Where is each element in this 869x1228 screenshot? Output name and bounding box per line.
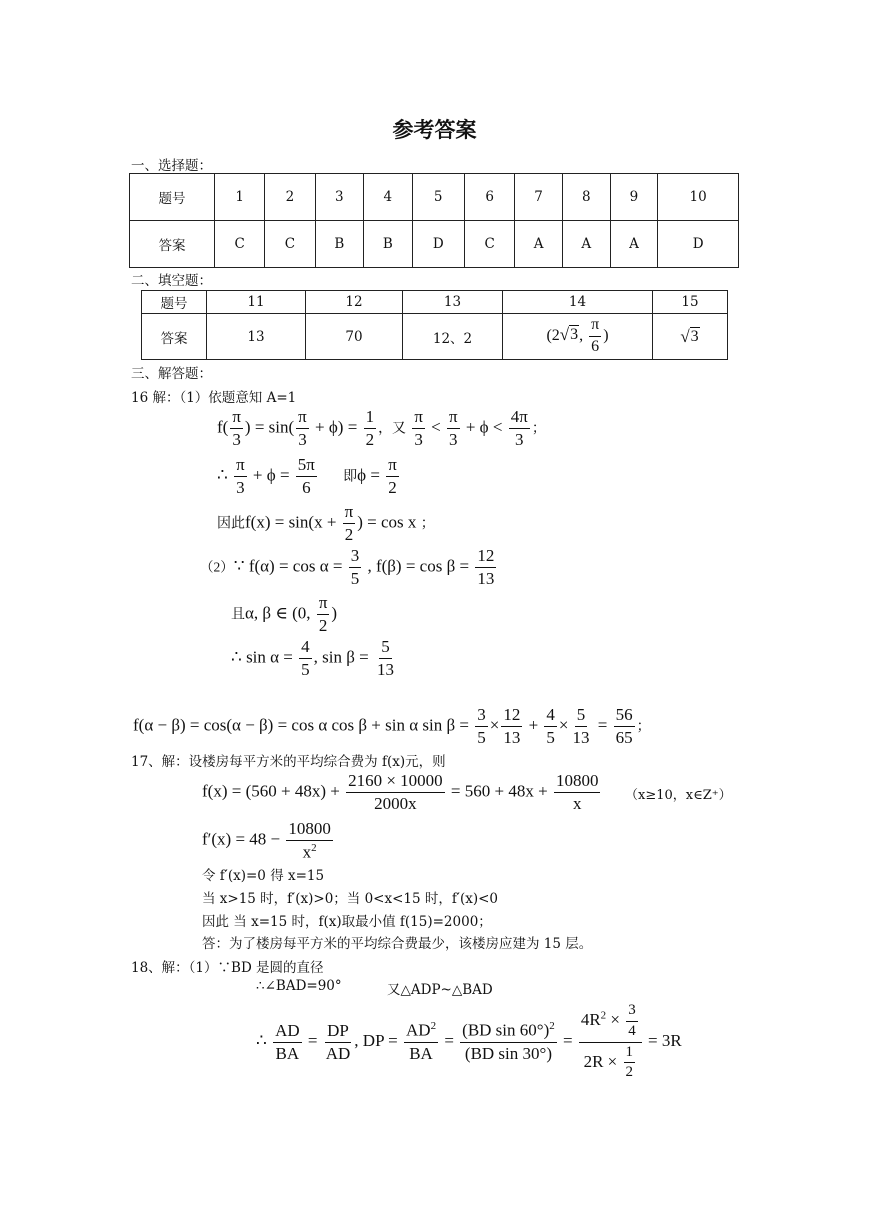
p17-line-4: 当 x>15 时，f′(x)>0；当 0<x<15 时，f′(x)<0	[202, 891, 498, 907]
choice-row-label-question: 题号	[130, 174, 215, 221]
p17-intro: 17、解：设楼房每平方米的平均综合费为 f(x)元，则	[131, 754, 446, 770]
page-title: 参考答案	[392, 118, 477, 142]
choice-number-cell: 3	[315, 174, 363, 221]
choice-answer-cell: A	[515, 221, 563, 268]
p17-domain: （x≥10，x∈Z⁺）	[625, 788, 732, 803]
choice-number-cell: 4	[364, 174, 412, 221]
fill-answer-cell-15: √ 3	[653, 314, 728, 360]
choice-answer-cell: B	[364, 221, 412, 268]
fill-number-cell: 13	[403, 291, 503, 314]
choice-answer-cell: C	[464, 221, 514, 268]
choice-number-cell: 1	[215, 174, 265, 221]
choice-answer-cell: A	[610, 221, 658, 268]
fill-answer-cell-14: (2 √ 3 , $\frac{\pi}{6}$ )	[503, 314, 653, 360]
choice-number-cell: 10	[658, 174, 739, 221]
choice-answer-cell: C	[215, 221, 265, 268]
fill-number-cell: 15	[653, 291, 728, 314]
section-choice-heading: 一、选择题：	[131, 158, 212, 174]
choice-number-cell: 5	[412, 174, 464, 221]
fill-answer-cell: 13	[207, 314, 306, 360]
p17-line-5: 因此 当 x=15 时，f(x)取最小值 f(15)=2000；	[202, 914, 492, 930]
choice-number-cell: 7	[515, 174, 563, 221]
choice-answer-cell: A	[562, 221, 610, 268]
choice-number-cell: 2	[265, 174, 315, 221]
choice-number-cell: 8	[562, 174, 610, 221]
choice-answer-cell: D	[658, 221, 739, 268]
p17-line-3: 令 f′(x)=0 得 x=15	[202, 868, 325, 884]
fill-row-label-question: 题号	[142, 291, 207, 314]
p17-formula-2: f′(x) = 48 − $\frac{10800}{x^2}$	[202, 819, 331, 862]
fill-number-cell: 14	[503, 291, 653, 314]
fill-answer-cell: 12、2	[403, 314, 503, 360]
choice-answer-cell: C	[265, 221, 315, 268]
section-fill-heading: 二、填空题：	[131, 273, 212, 289]
p16-text-you: ，又	[378, 421, 407, 437]
choice-number-cell: 9	[610, 174, 658, 221]
p16-formula-3: 因此f(x) = sin(x + $\frac{\pi}{2}$ ) = cos x ；	[217, 502, 435, 544]
choice-answer-table	[129, 173, 739, 268]
p16-formula-2: ∴ $\frac{\pi}{3}$ + ϕ = $\frac{5\pi}{6}$ 即ϕ = $\frac{\pi}{2}$	[217, 455, 397, 497]
choice-number-cell: 6	[464, 174, 514, 221]
choice-row-label-answer: 答案	[130, 221, 215, 268]
fill-number-cell: 11	[207, 291, 306, 314]
p16-formula-1: f( $\frac{\pi}{3}$ ) = sin( $\frac{\pi}{3}$ + ϕ) = $\frac{1}{2}$ ，又 $\frac{\pi}{3}$ < $\frac{\pi}{3}$ + ϕ < $\frac{4\pi}{3}$ ；	[217, 407, 546, 449]
fill-answer-cell: 70	[306, 314, 403, 360]
choice-answer-cell: D	[412, 221, 464, 268]
fill-answer-table	[141, 290, 728, 360]
fill-row-label-answer: 答案	[142, 314, 207, 360]
p16-formula-6: ∴ sin α = $\frac{4}{5}$ , sin β = $\frac{5}{13}$	[231, 637, 394, 679]
p17-formula-1: f(x) = (560 + 48x) + $\frac{2160 \times 10000}{2000x}$ = 560 + 48x + $\frac{10800}{x}$	[202, 771, 599, 813]
p16-formula-7: f(α − β) = cos(α − β) = cos α cos β + sin α sin β = $\frac{3}{5}$ × $\frac{12}{13}$ + $\frac{4}{5}$ × $\frac{5}{13}$ = $\frac{56}{65}$ ；	[133, 705, 651, 747]
p18-line-2b: 又△ADP~△BAD	[387, 982, 493, 998]
p16-intro: 16 解：（1）依题意知 A=1	[131, 390, 297, 406]
p18-line-2a: ∴∠BAD=90°	[256, 978, 342, 994]
p18-intro: 18、解：（1）∵BD 是圆的直径	[131, 960, 324, 976]
fill-number-cell: 12	[306, 291, 403, 314]
p18-formula-1: ∴ $\frac{AD}{BA}$ = $\frac{DP}{AD}$ , DP = $\frac{AD^2}{BA}$ = $\frac{(BD \sin 60^\circ)^2}{\text{(BD sin 30°)}}$ = $4R^2$ × $\frac{3}{4}$ 2R × $\frac{1}{2}$ = 3R	[256, 1002, 682, 1081]
choice-answer-cell: B	[315, 221, 363, 268]
section-solve-heading: 三、解答题：	[131, 366, 212, 382]
p17-line-6: 答：为了楼房每平方米的平均综合费最少，该楼房应建为 15 层。	[202, 936, 593, 952]
p16-formula-5: 且α, β ∈ (0, $\frac{\pi}{2}$ )	[231, 593, 338, 635]
p16-formula-4: （2）∵ f(α) = cos α = $\frac{3}{5}$ , f(β) = cos β = $\frac{12}{13}$	[200, 546, 495, 588]
